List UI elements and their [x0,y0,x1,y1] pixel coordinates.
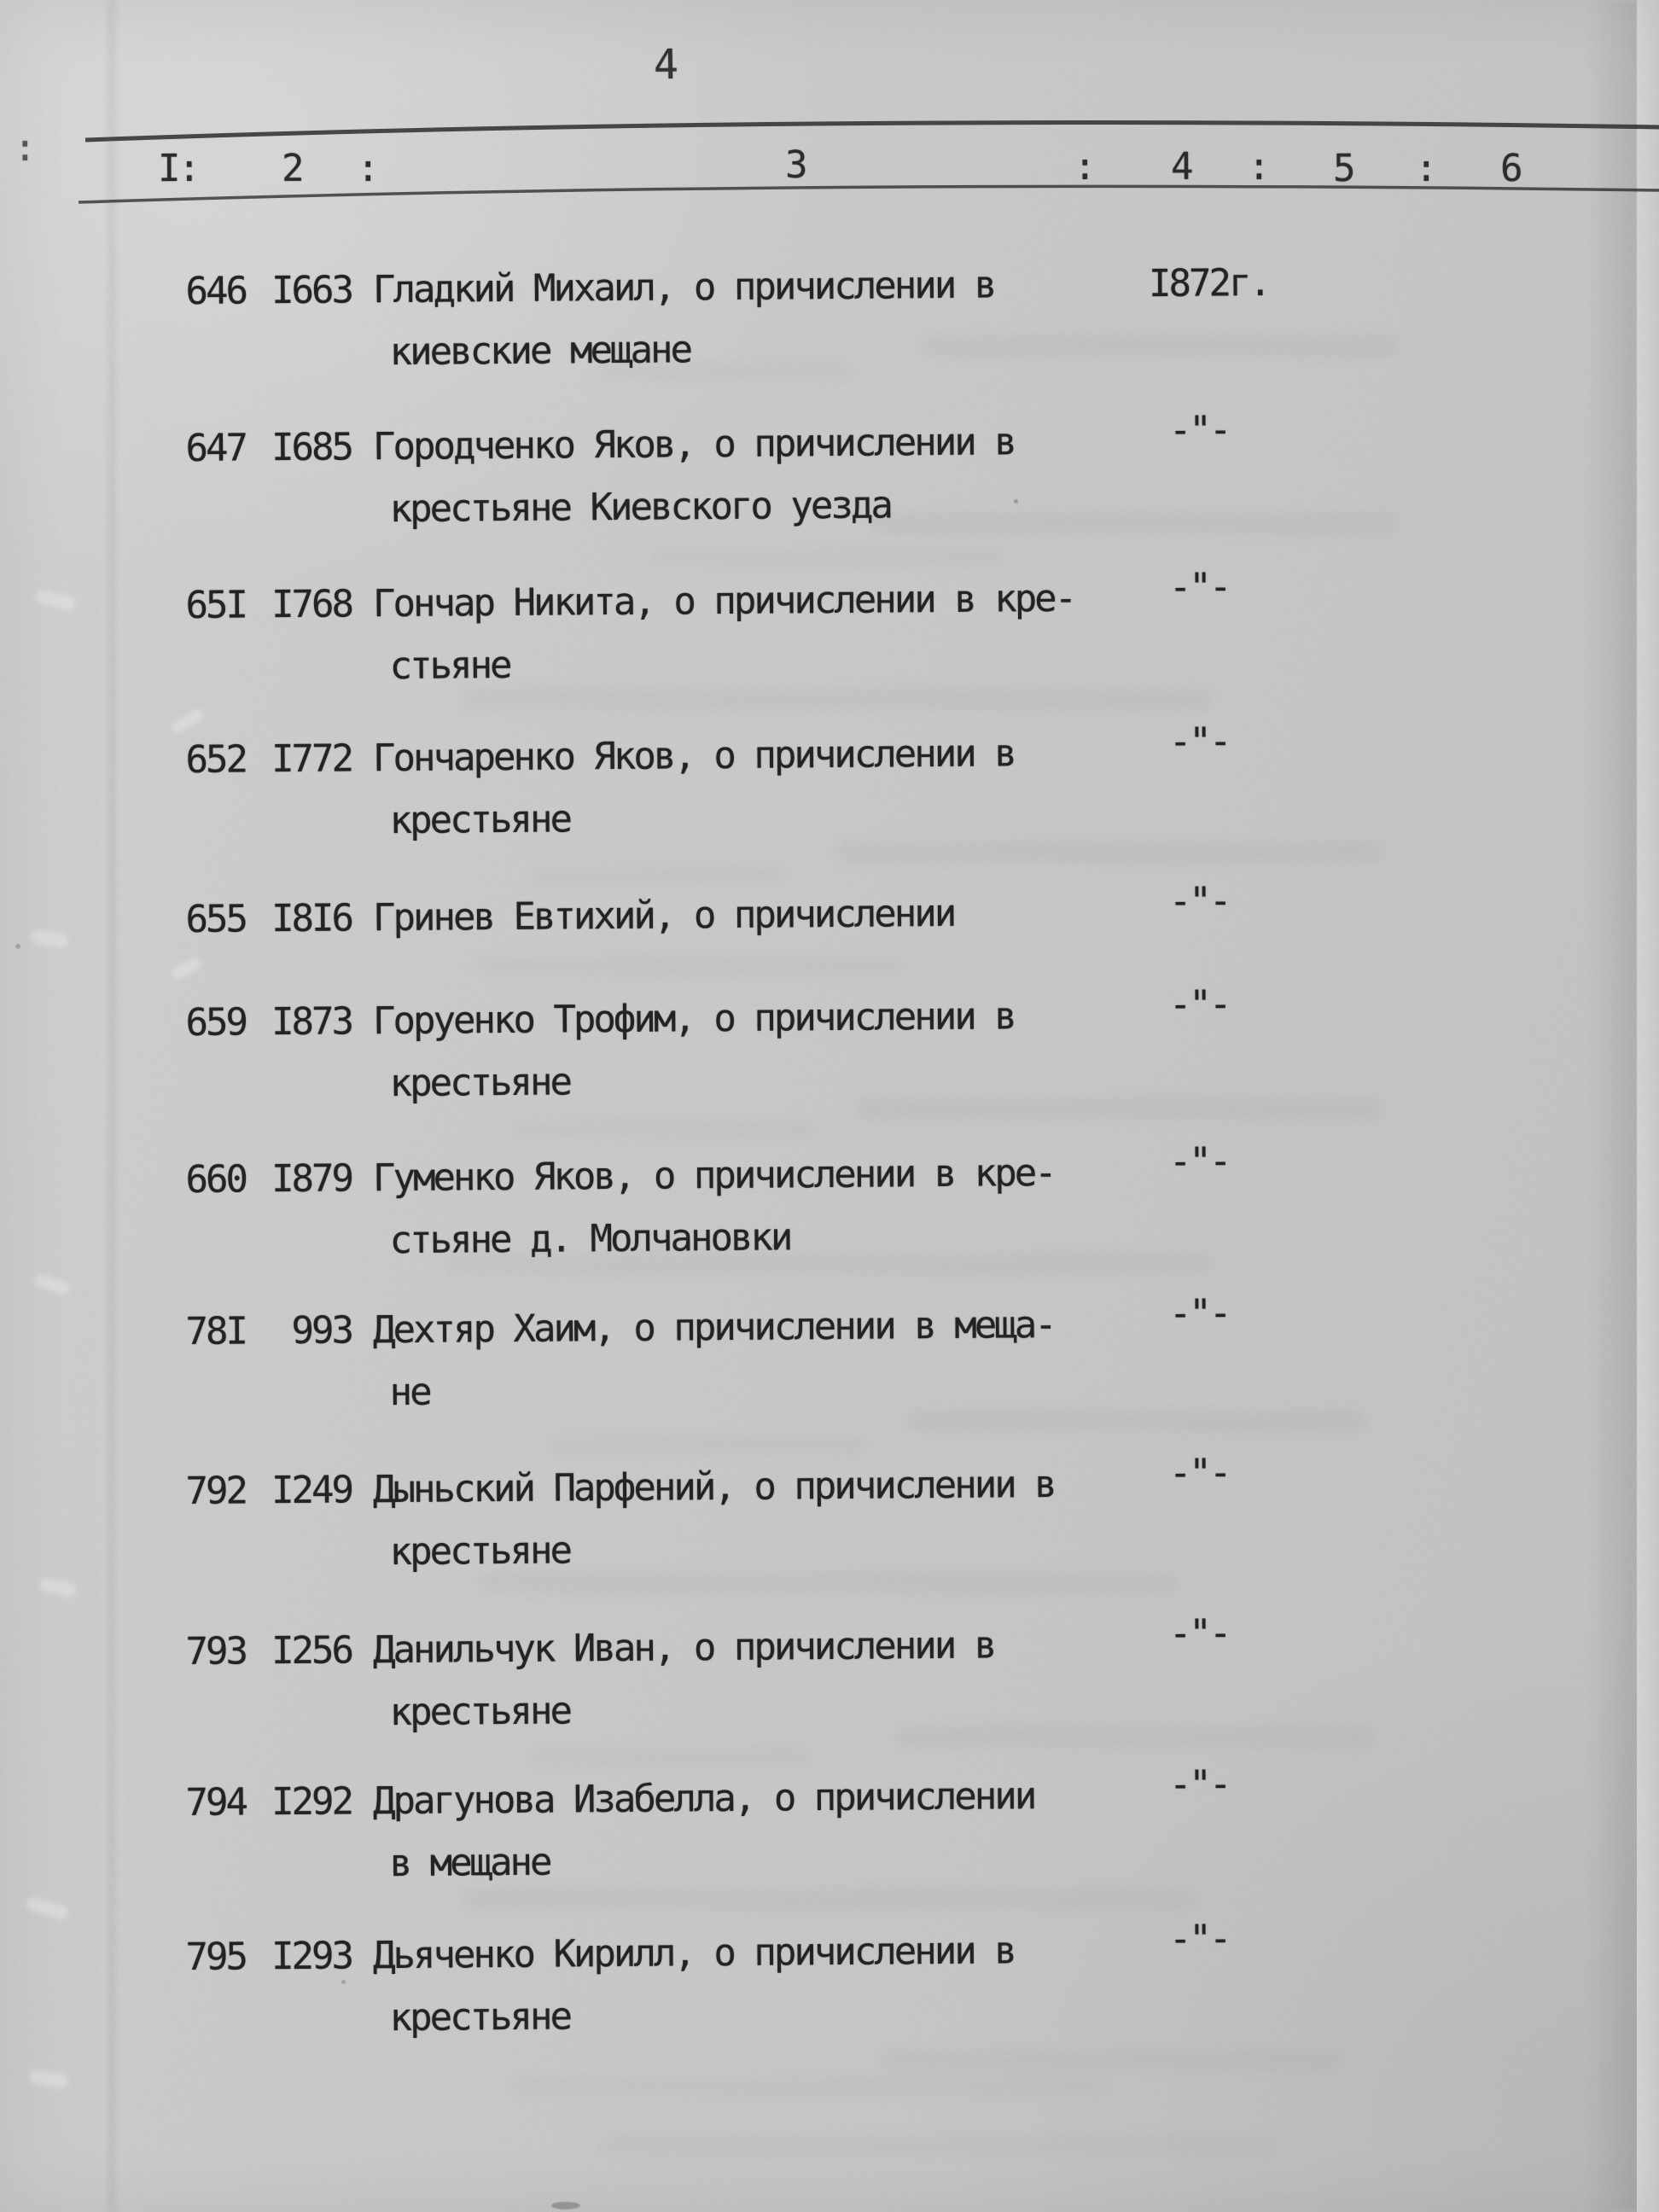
case-number: I249 [271,1468,352,1513]
case-title-line2: крестьяне Киевского уезда [389,483,892,532]
case-title-line2: крестьяне [389,1060,571,1106]
paper-speck [551,2202,580,2209]
column-header-5: : [1073,144,1094,189]
case-title-line2: не [389,1370,430,1415]
year-ditto-mark: -"- [1168,719,1230,764]
column-header-2: 2 [281,146,302,191]
column-header-10: 6 [1499,146,1521,191]
case-title-line2: крестьяне [389,1689,571,1735]
entry-number: 65I [185,583,247,627]
case-title-line2: крестьяне [389,797,571,843]
year-ditto-mark: -"- [1168,1291,1230,1336]
bleedthrough-smudge [597,2135,1280,2156]
entry-number: 655 [185,897,247,941]
case-title-line2: в мещане [389,1840,550,1886]
case-title-line2: стьяне [389,643,510,689]
bleedthrough-smudge [478,956,905,976]
case-title: Дьяченко Кирилл, о причислении в крестьяне [373,1918,1142,2049]
paper-dent-mark [25,1895,69,1920]
year-ditto-mark: -"- [1168,1917,1230,1961]
table-row [0,980,1659,1106]
case-title: Гончаренко Яков, о причислении в крестьяне [373,721,1142,852]
column-header-1: I: [157,146,199,191]
case-number: I292 [271,1779,352,1825]
entry-number: 794 [185,1780,247,1825]
table-row [0,1760,1659,1886]
paper-dent-mark [170,956,202,981]
page-edge-shadow [1586,0,1639,2212]
year-ditto-mark: -"- [1168,982,1230,1027]
year-ditto-mark: -"- [1168,1451,1230,1495]
case-title-line2: стьяне д. Молчановки [389,1215,791,1263]
bleedthrough-smudge [512,2077,1109,2096]
column-header-7: : [1247,144,1268,189]
year-value: I872г. [1148,260,1270,306]
table-row [0,1609,1659,1735]
table-row [0,405,1659,532]
binding-crease [101,0,126,2212]
entry-number: 793 [185,1629,247,1674]
header-rule-top [85,123,1659,140]
case-number: I768 [271,582,352,627]
column-header-6: 4 [1170,144,1191,189]
column-header-9: : [1414,146,1435,191]
case-title: Драгунова Изабелла, о причислении в мещане [373,1764,1142,1895]
case-number: I256 [271,1628,352,1674]
table-header-rules [0,0,1659,256]
bleedthrough-smudge [529,1748,811,1765]
table-row [0,1289,1659,1415]
case-title: Гуменко Яков, о причислении в кре- стьяне д. Молчановки [373,1141,1142,1272]
case-title-line2: киевские мещане [389,328,691,375]
bleedthrough-smudge [546,1435,870,1454]
entry-number: 795 [185,1935,247,1979]
paper-dent-mark [35,589,77,612]
table-row [0,717,1659,843]
case-title: Гладкий Михаил, о причислении в киевские мещане [373,253,1142,383]
case-number: I293 [271,1934,352,1979]
table-row [0,562,1659,689]
page-edge-sliver [1637,0,1659,2212]
year-ditto-mark: -"- [1168,879,1230,923]
case-title-line2: крестьяне [389,1994,571,2040]
entry-number: 78I [185,1309,247,1353]
case-number: I879 [271,1156,352,1202]
case-title: Дехтяр Хаим, о причислении в меща- не [373,1293,1142,1423]
entry-number: 652 [185,737,247,782]
case-title: Данильчук Иван, о причислении в крестьяне [373,1613,1142,1743]
case-title: Городченко Яков, о причислении в крестьяне Киевского уезда [373,410,1142,540]
table-row [0,1914,1659,2040]
entry-number: 792 [185,1469,247,1513]
year-ditto-mark: -"- [1168,408,1230,452]
column-header-8: 5 [1332,146,1353,191]
case-number: I685 [271,425,352,470]
bleedthrough-smudge [512,1120,819,1138]
case-title-line2: крестьяне [389,1528,571,1575]
paper-dent-mark [28,2069,69,2089]
paper-dent-mark [38,1577,78,1598]
page-number: 4 [653,40,678,90]
case-number: I663 [271,268,352,313]
case-title: Горуенко Трофим, о причислении в крестьяне [373,984,1142,1115]
year-ditto-mark: -"- [1168,1762,1230,1807]
entry-number: 660 [185,1157,247,1202]
case-title: Гринев Евтихий, о причислении [372,891,955,940]
column-header-4: 3 [784,143,806,188]
table-row [0,1448,1659,1575]
left-margin-colon-mark: : [13,125,34,171]
paper-dent-mark [30,928,69,948]
year-ditto-mark: -"- [1168,1139,1230,1184]
year-ditto-mark: -"- [1168,1611,1230,1656]
paper-speck [15,944,20,949]
entry-number: 659 [185,1000,247,1045]
year-ditto-mark: -"- [1168,565,1230,609]
bleedthrough-smudge [879,2050,1340,2070]
entry-number: 646 [185,269,247,313]
case-number: 993 [291,1308,352,1353]
case-number: I8I6 [271,896,352,941]
case-title: Гончар Никита, о причислении в кре- стьяне [373,567,1142,697]
column-header-3: : [356,146,377,191]
table-row [0,1137,1659,1263]
entry-number: 647 [185,426,247,470]
paper-dent-mark [33,1273,71,1295]
bleedthrough-smudge [529,867,785,884]
case-number: I772 [271,736,352,782]
case-number: I873 [271,999,352,1045]
bleedthrough-smudge [649,548,1007,567]
table-row [0,876,1659,941]
case-title: Дыньский Парфений, о причислении в крестьяне [373,1452,1142,1583]
